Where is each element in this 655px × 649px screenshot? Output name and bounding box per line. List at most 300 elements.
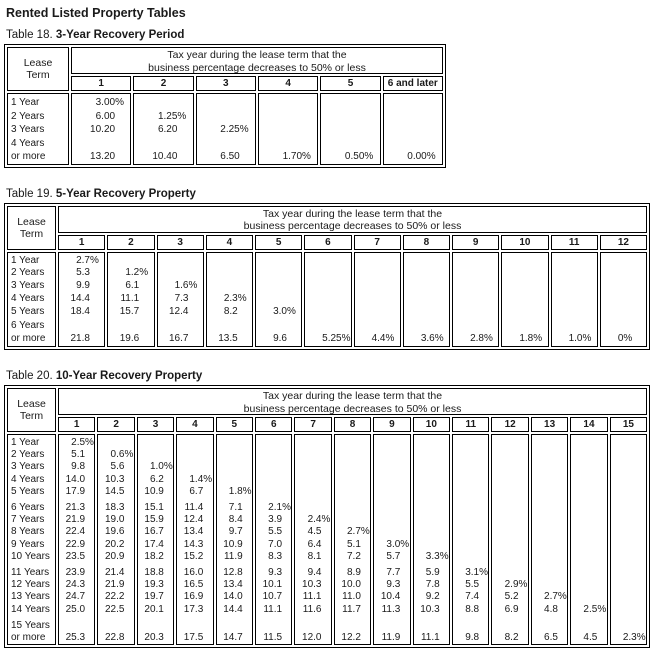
value-column-8 — [403, 252, 450, 348]
table-cell-value — [355, 267, 400, 280]
value-frac-part: .4 — [194, 526, 204, 538]
table-19-container — [4, 203, 651, 351]
table-cell-value — [59, 632, 94, 644]
value-int-part: 9 — [465, 631, 471, 643]
table-cell-value — [158, 306, 203, 319]
value-frac-part: .9 — [194, 591, 204, 603]
lease-term-header — [7, 47, 69, 91]
column-number-row — [71, 76, 443, 91]
value-column-12 — [600, 252, 647, 348]
value-int-part: 5 — [465, 579, 471, 591]
column-header-15: 15 — [610, 417, 647, 432]
table-cell-value — [59, 267, 104, 280]
table-cell-value — [295, 620, 330, 632]
value-frac-part: .3% — [431, 550, 449, 562]
table-cell-value — [374, 486, 409, 498]
table-cell-value — [138, 514, 173, 526]
value-column-1 — [71, 93, 131, 165]
value-frac-part: .8% — [234, 485, 252, 497]
value-int-part: 9 — [268, 566, 274, 578]
table-cell-value — [404, 306, 449, 319]
table-cell-value — [453, 333, 498, 346]
table-cell-value — [601, 267, 646, 280]
table-cell-value — [59, 474, 94, 486]
value-column-10 — [501, 252, 548, 348]
value-frac-part: .4 — [116, 566, 125, 578]
table-cell-value — [134, 110, 192, 124]
column-header-4: 4 — [176, 417, 213, 432]
value-frac-part: .25% — [225, 124, 249, 135]
table-20-container — [4, 385, 651, 648]
value-frac-part: .3% — [229, 292, 247, 304]
value-frac-part: .2 — [116, 591, 125, 603]
value-int-part: 25 — [65, 603, 77, 615]
table-cell-value — [256, 267, 301, 280]
table-cell-value — [177, 567, 212, 579]
value-frac-part: .0 — [76, 473, 86, 485]
table-cell-value — [611, 591, 646, 603]
table-cell-value — [59, 514, 94, 526]
value-int-part: 22 — [104, 603, 117, 615]
value-frac-part: .2 — [352, 550, 361, 562]
value-int-part: 2 — [268, 502, 274, 514]
value-int-part: 7 — [174, 292, 181, 304]
value-frac-part: .8 — [76, 461, 86, 473]
value-frac-part: .1 — [313, 591, 322, 603]
value-column-4 — [258, 93, 318, 165]
table-cell-value — [414, 449, 449, 461]
table-cell-value — [217, 461, 252, 473]
lease-term-label: 1 Year — [11, 437, 40, 449]
value-frac-part: .7 — [234, 526, 243, 538]
table-cell-value — [59, 502, 94, 514]
value-frac-part: .20 — [101, 124, 116, 135]
table-cell-value — [335, 514, 370, 526]
table-cell-value — [453, 514, 488, 526]
table-cell-value — [571, 539, 606, 551]
value-int-part: 11 — [381, 603, 392, 615]
value-frac-part: .8 — [234, 566, 243, 578]
value-int-part: 5 — [386, 550, 392, 562]
value-int-part: 10 — [302, 579, 314, 591]
lease-term-label: 8 Years — [11, 526, 45, 538]
value-int-part: 22 — [65, 526, 77, 538]
value-frac-part: .3 — [81, 267, 90, 279]
lease-term-label: or more — [11, 333, 46, 345]
lease-term-label: 2 Years — [11, 267, 45, 279]
table-cell-value — [177, 461, 212, 473]
table-cell-value — [453, 539, 488, 551]
table-cell-value — [256, 437, 291, 449]
value-frac-part: .4 — [81, 292, 90, 304]
value-int-part: 11 — [302, 603, 314, 615]
table-cell-value — [453, 579, 488, 591]
table-cell-value — [108, 306, 153, 319]
table-cell-value — [138, 486, 173, 498]
table-cell-value — [295, 437, 330, 449]
table-cell-value — [59, 567, 94, 579]
table-cell-value — [611, 567, 646, 579]
value-column-5 — [320, 93, 380, 165]
table-cell-value — [256, 449, 291, 461]
value-int-part: 6 — [307, 538, 314, 550]
table-cell-value — [414, 604, 449, 616]
column-header-8: 8 — [334, 417, 371, 432]
table-cell-value — [552, 280, 597, 293]
value-frac-part: .0 — [116, 514, 125, 526]
value-int-part: 11 — [342, 603, 353, 615]
value-int-part: 12 — [302, 631, 314, 643]
value-int-part: 20 — [104, 538, 117, 550]
value-int-part: 11 — [302, 591, 314, 603]
value-frac-part: .7 — [234, 631, 243, 643]
table-cell-value — [335, 502, 370, 514]
table-cell-value — [295, 461, 330, 473]
value-frac-part: .25% — [163, 110, 187, 122]
tax-year-header — [58, 388, 647, 415]
value-frac-part: .8 — [116, 631, 125, 643]
table-cell-value — [259, 150, 317, 164]
table-cell-value — [532, 591, 567, 603]
value-int-part: 23 — [65, 566, 77, 578]
value-int-part: 13 — [218, 333, 230, 345]
table-cell-value — [295, 526, 330, 538]
table-cell-value — [384, 137, 442, 151]
value-int-part: 7 — [465, 591, 471, 603]
value-int-part: 21 — [104, 566, 117, 578]
table-cell-value — [414, 579, 449, 591]
table-cell-value — [453, 474, 488, 486]
table-cell-value — [492, 539, 527, 551]
table-cell-value — [492, 579, 527, 591]
table-cell-value — [374, 461, 409, 473]
table-cell-value — [207, 306, 252, 319]
table-cell-value — [492, 449, 527, 461]
value-frac-part: .4% — [377, 333, 395, 345]
value-int-part: 14 — [70, 292, 82, 304]
value-int-part: 7 — [268, 538, 274, 550]
value-int-part: 22 — [65, 538, 77, 550]
value-frac-part: .9 — [431, 566, 440, 578]
value-frac-part: .2% — [130, 267, 149, 279]
value-int-part: 21 — [70, 333, 82, 345]
value-int-part: 5 — [71, 449, 77, 461]
table-cell-value — [138, 449, 173, 461]
table-cell-value — [532, 579, 567, 591]
value-int-part: 0 — [344, 151, 351, 162]
value-frac-part: .40 — [163, 151, 178, 162]
table-18-title-prefix: Table 18. — [6, 29, 53, 41]
table-cell-value — [217, 551, 252, 563]
value-int-part: 1 — [568, 333, 575, 345]
value-frac-part: .2 — [352, 631, 361, 643]
table-cell-value — [217, 486, 252, 498]
value-frac-part: .7 — [194, 485, 204, 497]
value-int-part: 18 — [144, 566, 156, 578]
value-frac-part: .8% — [524, 333, 543, 345]
tax-year-header-line2: business percentage decreases to 50% or less — [243, 220, 462, 232]
column-header-6: 6 — [304, 235, 351, 250]
table-cell-value — [502, 255, 547, 268]
value-int-part: 20 — [104, 550, 117, 562]
table-cell-value — [552, 267, 597, 280]
value-int-part: 2 — [71, 437, 77, 449]
table-cell-value — [321, 150, 379, 164]
value-int-part: 5 — [268, 526, 274, 538]
table-cell-value — [492, 474, 527, 486]
value-int-part: 15 — [119, 305, 131, 317]
lease-term-label: 2 Years — [11, 449, 45, 461]
value-int-part: 20 — [144, 603, 156, 615]
value-int-part: 16 — [144, 526, 156, 538]
value-frac-part: % — [623, 333, 633, 345]
value-frac-part: .1 — [234, 502, 243, 514]
value-frac-part: .3 — [194, 538, 204, 550]
lease-term-label: 5 Years — [11, 485, 45, 497]
table-19-title-prefix: Table 19. — [6, 187, 53, 200]
table-cell-value — [601, 306, 646, 319]
table-cell-value — [256, 632, 291, 644]
table-cell-value — [611, 579, 646, 591]
value-int-part: 2 — [583, 603, 589, 615]
value-frac-part: .1 — [130, 292, 140, 304]
table-cell-value — [414, 567, 449, 579]
table-cell-value — [571, 461, 606, 473]
value-int-part: 4 — [371, 333, 378, 345]
value-frac-part: .9 — [510, 603, 519, 615]
table-cell-value — [601, 280, 646, 293]
value-frac-part: .1% — [273, 502, 291, 514]
table-cell-value — [98, 591, 133, 603]
column-header-4: 4 — [258, 76, 318, 91]
table-cell-value — [374, 551, 409, 563]
value-int-part: 14 — [223, 603, 235, 615]
column-header-2: 2 — [107, 235, 154, 250]
table-cell-value — [404, 255, 449, 268]
lease-term-label: 13 Years — [11, 591, 50, 603]
value-frac-part: .9% — [510, 579, 528, 591]
table-cell-value — [108, 293, 153, 306]
column-header-7: 7 — [294, 417, 331, 432]
value-frac-part: .4% — [194, 473, 213, 485]
table-cell-value — [59, 320, 104, 333]
value-int-part: 24 — [65, 579, 77, 591]
value-frac-part: .2 — [194, 550, 204, 562]
table-cell-value — [611, 632, 646, 644]
value-frac-part: .6 — [313, 603, 322, 615]
value-frac-part: .9 — [155, 514, 164, 526]
value-frac-part: .9 — [76, 538, 86, 550]
lease-term-label: 11 Years — [11, 566, 50, 578]
table-cell-value — [98, 526, 133, 538]
value-int-part: 9 — [273, 333, 279, 345]
value-int-part: 12 — [341, 631, 353, 643]
table-cell-value — [98, 567, 133, 579]
table-cell-value — [374, 591, 409, 603]
value-column-4 — [206, 252, 253, 348]
table-19 — [4, 203, 650, 351]
table-cell-value — [177, 604, 212, 616]
table-cell-value — [532, 567, 567, 579]
lease-term-label: 1 Year — [11, 97, 40, 108]
lease-term-header-line2: Term — [19, 227, 44, 240]
value-int-part: 6 — [220, 151, 226, 162]
table-cell-value — [59, 539, 94, 551]
table-cell-value — [59, 486, 94, 498]
value-int-part: 2 — [504, 579, 511, 591]
value-frac-part: .1 — [273, 603, 283, 615]
value-int-part: 5 — [346, 538, 353, 550]
value-frac-part: .2 — [116, 538, 125, 550]
value-frac-part: .3 — [273, 550, 283, 562]
table-cell-value — [453, 526, 488, 538]
table-cell-value — [611, 449, 646, 461]
table-18-container — [4, 44, 651, 168]
table-cell-value — [98, 502, 133, 514]
table-cell-value — [453, 620, 488, 632]
table-cell-value — [335, 539, 370, 551]
table-cell-value — [492, 604, 527, 616]
lease-term-column — [7, 93, 69, 165]
lease-term-label: 6 Years — [11, 502, 45, 514]
lease-term-label: 7 Years — [11, 514, 45, 526]
value-frac-part: .6 — [116, 526, 125, 538]
value-frac-part: .4% — [313, 514, 331, 526]
value-int-part: 10 — [152, 151, 164, 162]
value-column-6 — [304, 252, 351, 348]
table-cell-value — [305, 306, 350, 319]
table-cell-value — [207, 267, 252, 280]
column-header-10: 10 — [501, 235, 548, 250]
table-cell-value — [492, 567, 527, 579]
table-cell-value — [492, 486, 527, 498]
lease-term-label: or more — [11, 151, 46, 162]
lease-term-label: 5 Years — [11, 305, 45, 317]
table-cell-value — [335, 526, 370, 538]
value-int-part: 7 — [228, 502, 235, 514]
table-cell-value — [295, 551, 330, 563]
lease-term-label: 6 Years — [11, 320, 45, 332]
table-cell-value — [384, 110, 442, 124]
value-int-part: 6 — [504, 603, 511, 615]
column-header-12: 12 — [491, 417, 528, 432]
value-column-9 — [452, 252, 499, 348]
value-frac-part: .0 — [234, 591, 243, 603]
table-cell-value — [355, 255, 400, 268]
table-cell-value — [217, 632, 252, 644]
value-frac-part: .1 — [76, 449, 86, 461]
table-cell-value — [256, 461, 291, 473]
value-int-part: 2 — [223, 292, 230, 304]
table-cell-value — [295, 579, 330, 591]
value-int-part: 23 — [65, 550, 77, 562]
value-int-part: 2 — [622, 631, 629, 643]
value-int-part: 2 — [544, 591, 550, 603]
table-cell-value — [355, 306, 400, 319]
table-cell-value — [98, 620, 133, 632]
value-frac-part: .9 — [116, 550, 125, 562]
table-cell-value — [138, 567, 173, 579]
table-19-title-text: 5-Year Recovery Property — [55, 187, 196, 200]
value-frac-part: .2 — [510, 591, 519, 603]
table-cell-value — [611, 486, 646, 498]
table-cell-value — [217, 604, 252, 616]
table-cell-value — [217, 579, 252, 591]
column-header-14: 14 — [570, 417, 607, 432]
table-cell-value — [197, 137, 255, 151]
table-cell-value — [72, 110, 130, 124]
lease-term-label: 4 Years — [11, 137, 45, 149]
value-int-part: 10 — [341, 579, 353, 591]
table-cell-value — [611, 514, 646, 526]
table-cell-value — [335, 567, 370, 579]
table-cell-value — [532, 539, 567, 551]
column-number-row — [58, 235, 647, 250]
table-cell-value — [374, 437, 409, 449]
table-cell-value — [355, 320, 400, 333]
value-frac-part: .6 — [116, 461, 125, 473]
value-int-part: 21 — [65, 502, 77, 514]
value-frac-part: .4 — [180, 305, 189, 317]
value-int-part: 5 — [76, 267, 82, 279]
table-cell-value — [134, 137, 192, 151]
value-frac-part: .3 — [76, 502, 86, 514]
table-cell-value — [414, 539, 449, 551]
column-header-11: 11 — [452, 417, 489, 432]
table-cell-value — [532, 486, 567, 498]
value-int-part: 3 — [95, 97, 102, 108]
value-int-part: 21 — [104, 579, 117, 591]
value-frac-part: .3 — [155, 631, 164, 643]
value-int-part: 15 — [144, 502, 156, 514]
table-cell-value — [571, 437, 606, 449]
value-frac-part: .5 — [229, 333, 238, 345]
lease-term-column — [7, 252, 56, 348]
value-int-part: 7 — [425, 579, 432, 591]
table-cell-value — [177, 474, 212, 486]
table-20 — [4, 385, 650, 648]
lease-term-header-line2: Term — [19, 410, 44, 423]
value-frac-part: .9 — [155, 485, 164, 497]
value-frac-part: .0 — [352, 579, 361, 591]
value-frac-part: .7 — [352, 603, 361, 615]
value-int-part: 5 — [425, 566, 432, 578]
table-cell-value — [492, 620, 527, 632]
table-cell-value — [335, 474, 370, 486]
value-frac-part: .50 — [225, 151, 240, 162]
column-header-9: 9 — [373, 417, 410, 432]
table-cell-value — [453, 591, 488, 603]
value-int-part: 1 — [125, 267, 131, 279]
value-frac-part: .3 — [313, 579, 322, 591]
table-cell-value — [217, 539, 252, 551]
value-frac-part: .5 — [549, 631, 558, 643]
table-cell-value — [295, 604, 330, 616]
table-cell-value — [601, 293, 646, 306]
table-cell-value — [453, 604, 488, 616]
table-cell-value — [177, 526, 212, 538]
value-frac-part: .3 — [116, 473, 125, 485]
lease-term-label: 3 Years — [11, 124, 45, 135]
column-header-1: 1 — [58, 235, 105, 250]
table-cell-value — [453, 293, 498, 306]
table-cell-value — [138, 437, 173, 449]
value-frac-part: .1% — [470, 566, 488, 578]
table-cell-value — [321, 137, 379, 151]
table-cell-value — [404, 333, 449, 346]
value-int-part: 6 — [189, 485, 195, 497]
table-cell-value — [571, 579, 606, 591]
